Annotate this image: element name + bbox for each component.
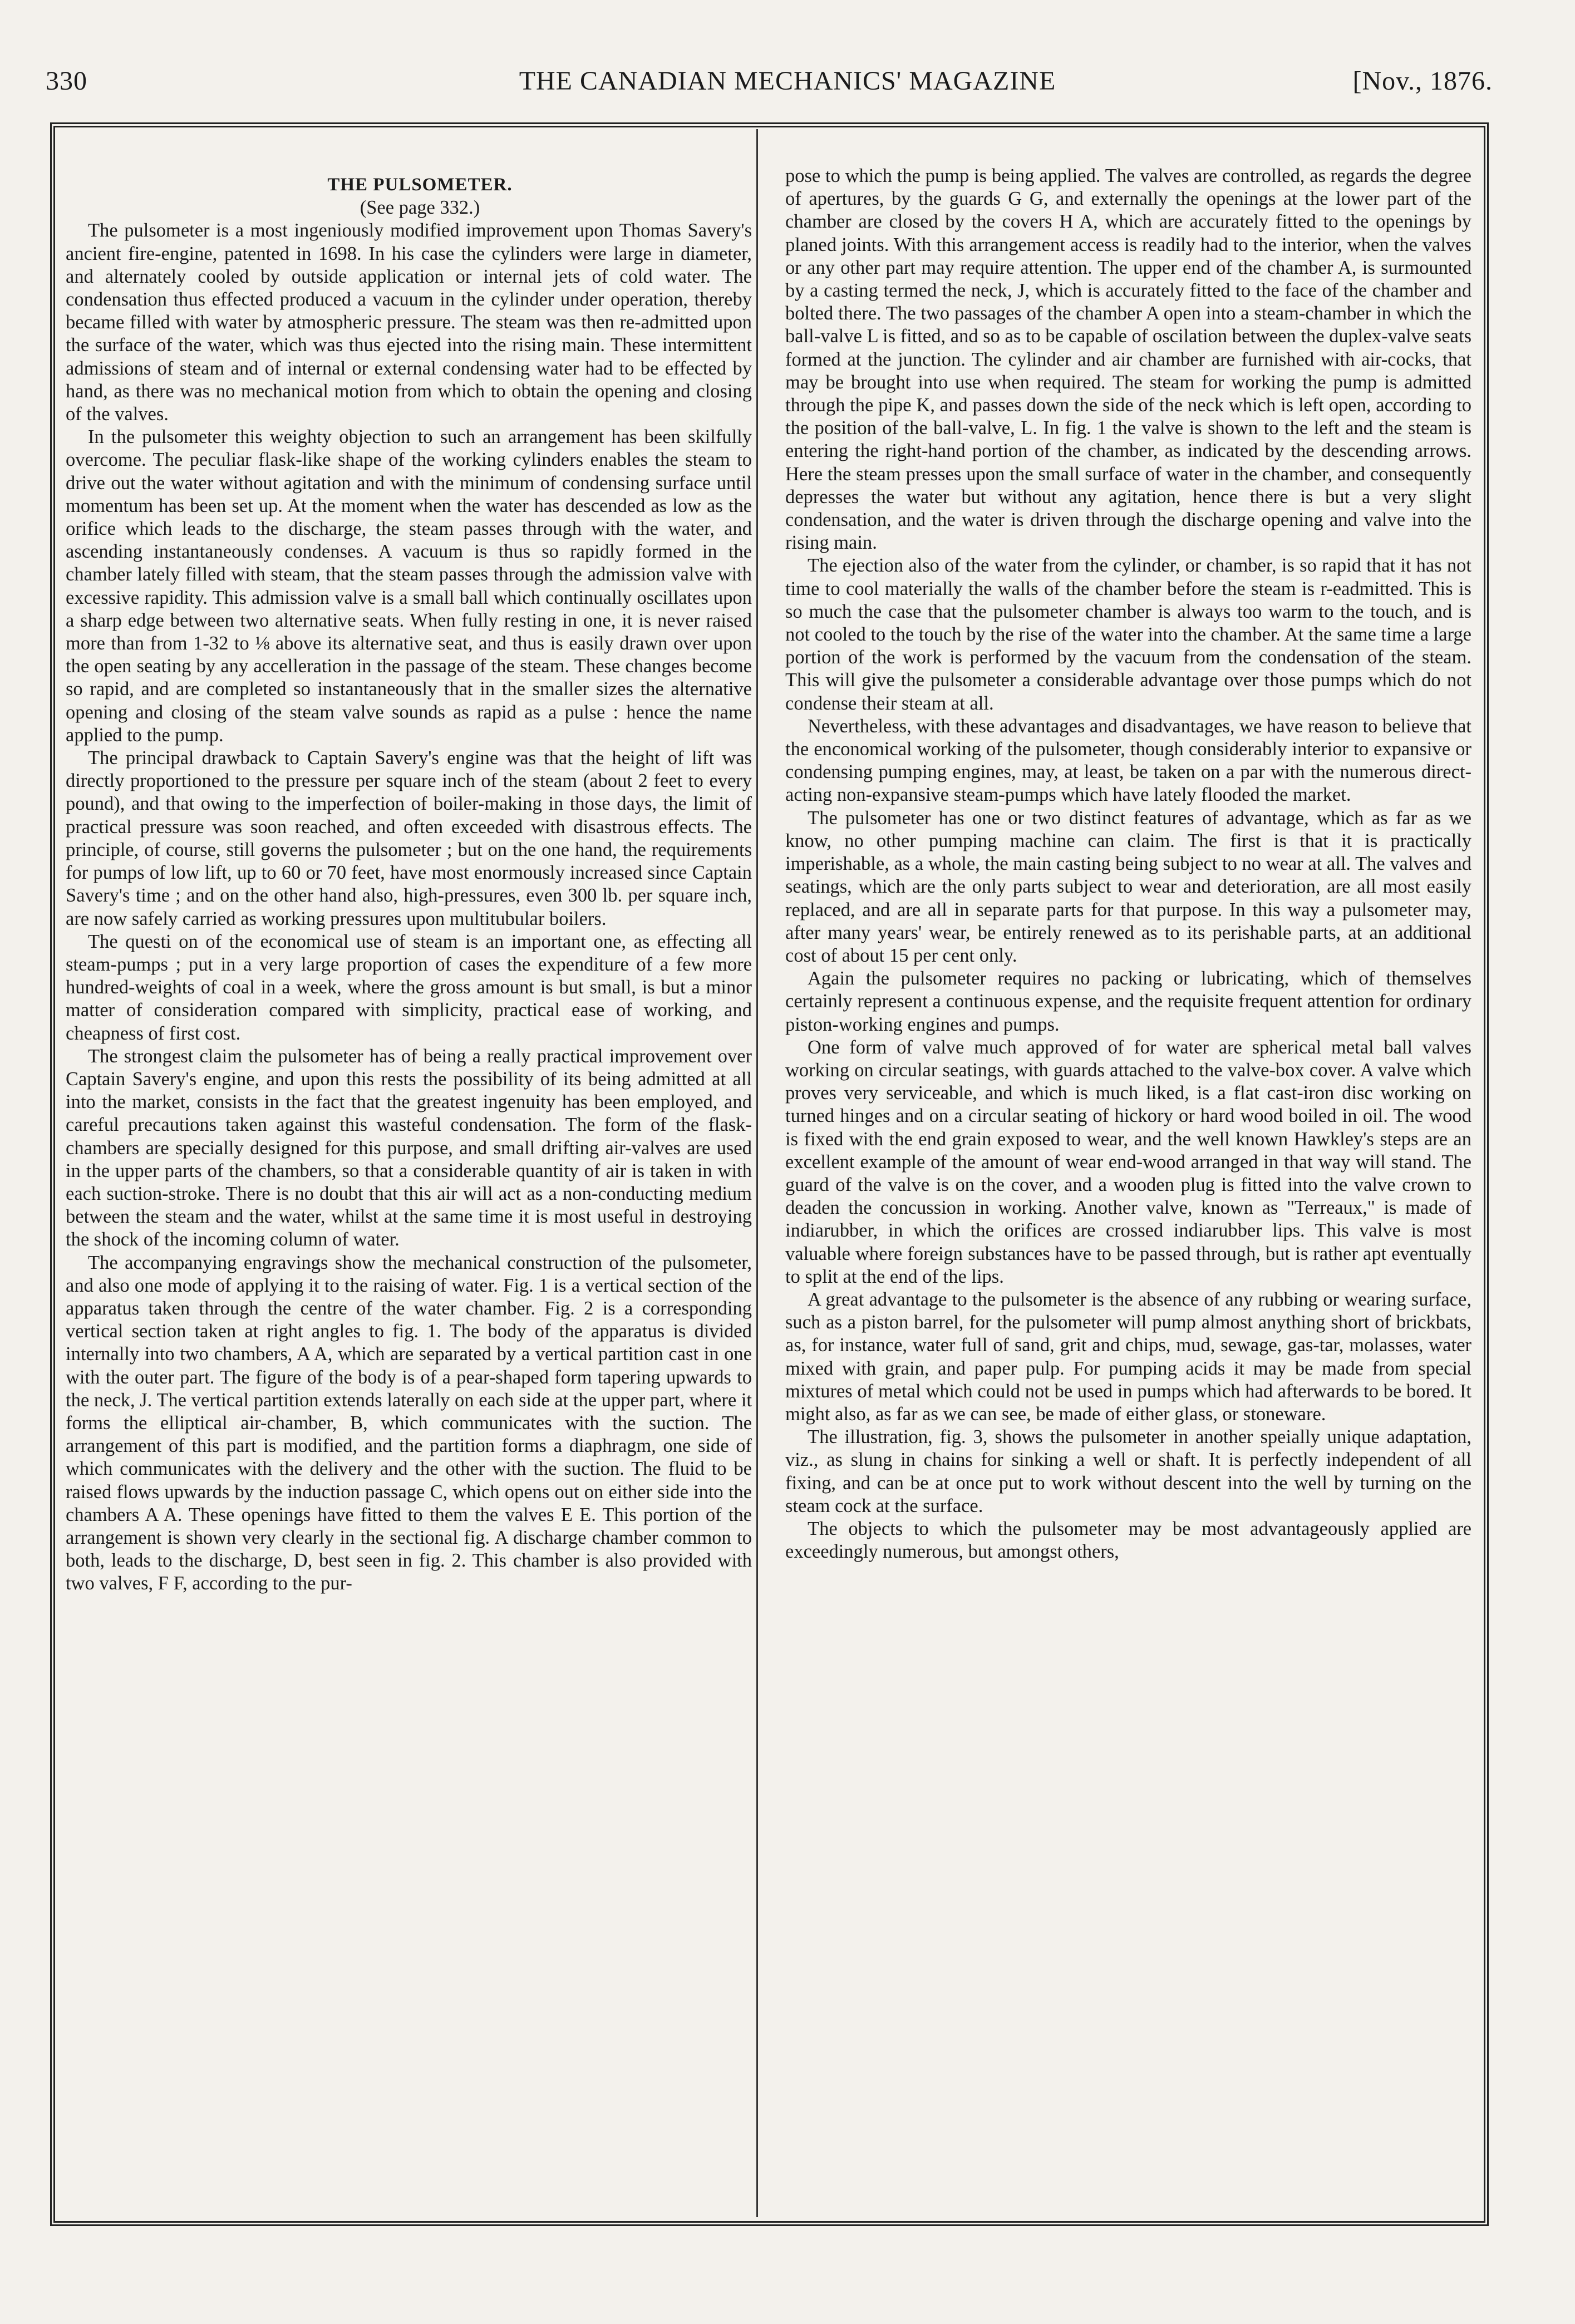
paragraph: The questi on of the economical use of steam is an important one, as effecting all steam-pumps ; put in a very large proportion of cases the expenditure of a few more hundred-weights of coal in a week, where the gross amount is but small, is but a minor matter of consideration compared with simplicity, practical ease of working, and cheapness of first cost. xyxy=(66,930,752,1044)
paragraph: The pulsometer has one or two distinct features of advantage, which as far as we know, no other pumping machine can claim. The first is that it is practically imperishable, as a whole, the main casting being subject to no wear at all. The valves and seatings, which are the only parts subject to wear and deterioration, are all most easily replaced, and are all in separate parts for that purpose. In this way a pulsometer may, after many years' wear, be entirely renewed as to its perishable parts, at an additional cost of about 15 per cent only. xyxy=(785,807,1471,966)
paragraph: A great advantage to the pulsometer is the absence of any rubbing or wearing surface, such as a piston barrel, for the pulsometer will pump almost anything short of brickbats, as, for instance, water full of sand, grit and chips, mud, sewage, gas-tar, molasses, water mixed with grain, and paper pulp. For pumping acids it may be made from special mixtures of metal which could not be used in pumps which had afterwards to be bored. It might also, as far as we can see, be made of either glass, or stoneware. xyxy=(785,1288,1471,1425)
paragraph: The strongest claim the pulsometer has of being a really practical improvement over Captain Savery's engine, and upon this rests the possibility of its being admitted at all into the market, consists in the fact that the greatest ingenuity has been employed, and careful precautions taken against this wasteful condensation. The form of the flask-chambers are specially designed for this purpose, and small drifting air-valves are used in the upper parts of the chambers, so that a considerable quantity of air is taken in with each suction-stroke. There is no doubt that this air will act as a non-conducting medium between the steam and the water, whilst at the same time it is most useful in destroying the shock of the incoming column of water. xyxy=(66,1045,752,1250)
paragraph: Again the pulsometer requires no packing or lubricating, which of themselves certainly represent a continuous expense, and the requisite frequent attention for ordinary piston-working engines and pumps. xyxy=(785,968,1471,1035)
see-page-note: (See page 332.) xyxy=(360,197,480,219)
page-number: 330 xyxy=(46,66,87,96)
column-rule xyxy=(756,129,758,2217)
paragraph: pose to which the pump is being applied. The valves are controlled, as regards the degree of apertures, by the guards G G, and externally the openings at the lower part of the chamber are closed by the covers H A, which are accurately fitted to the openings by planed joints. With this arrangement access is readily had to the interior, when the valves or any other part may require attention. The upper end of the chamber A, is surmounted by a casting termed the neck, J, which is accurately fitted to the face of the chamber and bolted there. The two passages of the chamber A open into a steam-chamber in which the ball-valve L is fitted, and so as to be capable of oscilation between the duplex-valve seats formed at the junction. The cylinder and air chamber are furnished with air-cocks, that may be brought into use when required. The steam for working the pump is admitted through the pipe K, and passes down the side of the neck which is left open, according to the position of the ball-valve, L. In fig. 1 the valve is shown to the left and the steam is entering the right-hand portion of the chamber, as indicated by the descending arrows. Here the steam presses upon the small surface of water in the chamber, and consequently depresses the water but without any agitation, hence there is but a very slight condensation, and the water is driven through the discharge opening and valve into the rising main. xyxy=(785,165,1471,554)
paragraph: One form of valve much approved of for water are spherical metal ball valves working on circular seatings, with guards attached to the valve-box cover. A valve which proves very serviceable, and which is much liked, is a flat cast-iron disc working on turned hinges and on a circular seating of hickory or hard wood boiled in oil. The wood is fixed with the end grain exposed to wear, and the well known Hawkley's steps are an excellent example of the amount of wear end-wood arranged in that way will stand. The guard of the valve is on the cover, and a wooden plug is fitted into the valve crown to deaden the concussion in working. Another valve, known as "Terreaux," is made of indiarubber, in which the orifices are crossed indiarubber lips. This valve is most valuable where foreign substances have to be passed through, but is rather apt eventually to split at the end of the lips. xyxy=(785,1036,1471,1287)
article-title: THE PULSOMETER. xyxy=(327,175,513,195)
paragraph: The objects to which the pulsometer may be most advantageously applied are exceedingly numerous, but amongst others, xyxy=(785,1518,1471,1563)
paragraph: The pulsometer is a most ingeniously modified improvement upon Thomas Savery's ancient fire-engine, patented in 1698. In his case the cylinders were large in diameter, and alternately cooled by outside application or internal jets of cold water. The condensation thus effected produced a vacuum in the cylinder under operation, thereby became filled with water by atmospheric pressure. The steam was then re-admitted upon the surface of the water, which was thus ejected into the rising main. These intermittent admissions of steam and of internal or external condensing water had to be effected by hand, as there was no mechanical motion from which to obtain the opening and closing of the valves. xyxy=(66,220,752,425)
right-column xyxy=(785,165,1471,2202)
running-head xyxy=(0,66,1575,105)
paragraph: The illustration, fig. 3, shows the pulsometer in another speially unique adaptation, viz., as slung in chains for sinking a well or shaft. It is perfectly independent of all fixing, and can be at once put to work without descent into the well by turning on the steam cock at the surface. xyxy=(785,1426,1471,1516)
paragraph: Nevertheless, with these advantages and disadvantages, we have reason to believe that the enconomical working of the pulsometer, though considerably interior to expansive or condensing pumping engines, may, at least, be taken on a par with the numerous direct-acting non-expansive steam-pumps which have lately flooded the market. xyxy=(785,715,1471,806)
issue-date: [Nov., 1876. xyxy=(1352,66,1493,96)
paragraph: The ejection also of the water from the cylinder, or chamber, is so rapid that it has not time to cool materially the walls of the chamber before the steam is r-eadmitted. This is so much the case that the pulsometer chamber is always too warm to the touch, and is not cooled to the touch by the rise of the water into the chamber. At the same time a large portion of the work is performed by the vacuum from the condensation of the steam. This will give the pulsometer a considerable advantage over those pumps which do not condense their steam at all. xyxy=(785,555,1471,714)
paragraph: The accompanying engravings show the mechanical construction of the pulsometer, and also one mode of applying it to the raising of water. Fig. 1 is a vertical section of the apparatus taken through the centre of the water chamber. Fig. 2 is a corresponding vertical section taken at right angles to fig. 1. The body of the apparatus is divided internally into two chambers, A A, which are separated by a vertical partition cast in one with the outer part. The figure of the body is of a pear-shaped form tapering upwards to the neck, J. The vertical partition extends laterally on each side at the upper part, where it forms the elliptical air-chamber, B, which communicates with the suction. The arrangement of this part is modified, and the partition forms a diaphragm, one side of which communicates with the delivery and the other with the suction. The fluid to be raised flows upwards by the induction passage C, which opens out on either side into the chambers A A. These openings have fitted to them the valves E E. This portion of the arrangement is shown very clearly in the sectional fig. A discharge chamber common to both, leads to the discharge, D, best seen in fig. 2. This chamber is also provided with two valves, F F, according to the pur- xyxy=(66,1252,752,1594)
left-column xyxy=(66,174,752,2210)
paragraph: In the pulsometer this weighty objection to such an arrangement has been skilfully overcome. The peculiar flask-like shape of the working cylinders enables the steam to drive out the water without agitation and with the minimum of condensing surface until momentum has been set up. At the moment when the water has descended as low as the orifice which leads to the discharge, the steam passes through with the water, and ascending instantaneously condenses. A vacuum is thus so rapidly formed in the chamber lately filled with steam, that the steam passes through the admission valve with excessive rapidity. This admission valve is a small ball which continually oscillates upon a sharp edge between two alternative seats. When fully resting in one, it is never raised more than from 1-32 to ⅛ above its alternative seat, and thus is easily drawn over upon the open seating by any accelleration in the passage of the steam. These changes become so rapid, and are completed so instantaneously that in the smaller sizes the alternative opening and closing of the steam valve sounds as rapid as a pulse : hence the name applied to the pump. xyxy=(66,426,752,746)
paragraph: The principal drawback to Captain Savery's engine was that the height of lift was directly proportioned to the pressure per square inch of the steam (about 2 feet to every pound), and that owing to the imperfection of boiler-making in those days, the limit of practical pressure was soon reached, and often exceeded with disastrous effects. The principle, of course, still governs the pulsometer ; but on the one hand, the requirements for pumps of low lift, up to 60 or 70 feet, have most enormously increased since Captain Savery's time ; and on the other hand also, high-pressures, even 300 lb. per square inch, are now safely carried as working pressures upon multitubular boilers. xyxy=(66,747,752,929)
magazine-title: THE CANADIAN MECHANICS' MAGAZINE xyxy=(519,66,1056,96)
